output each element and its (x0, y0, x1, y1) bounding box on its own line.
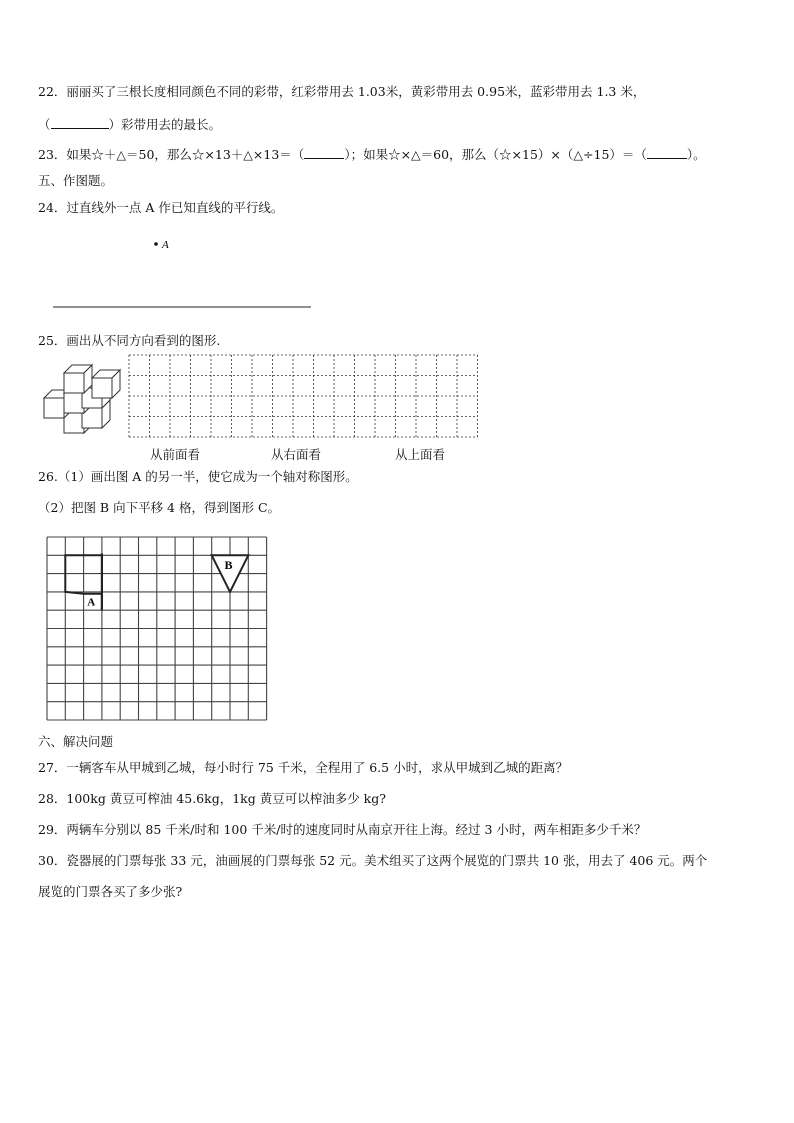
section-5-heading: 五、作图题。 (38, 173, 114, 188)
q22-open-paren: （ (38, 117, 51, 132)
shape-b-label: B (224, 558, 233, 573)
point-a-label: A (162, 239, 169, 251)
q26-part2: （2）把图 B 向下平移 4 格，得到图形 C。 (38, 500, 281, 515)
q24-figure (0, 0, 794, 330)
q30-line2: 展览的门票各买了多少张? (38, 884, 183, 899)
caption-right-view: 从右面看 (271, 447, 322, 462)
q25-dotted-grid (128, 354, 480, 438)
shape-a-label: A (87, 596, 96, 609)
q30-line1: 30．瓷器展的门票每张 33 元，油画展的门票每张 52 元。美术组买了这两个展览的门票共 10 张，用去了 406 元。两个 (38, 853, 708, 868)
q26-part1: 26.（1）画出图 A 的另一半，使它成为一个轴对称图形。 (38, 469, 358, 484)
q28-text: 28．100kg 黄豆可榨油 45.6kg，1kg 黄豆可以榨油多少 kg? (38, 791, 386, 806)
q25-text: 25．画出从不同方向看到的图形. (38, 333, 221, 348)
cube (64, 365, 92, 393)
q23-part1: 23．如果☆＋△＝50，那么☆×13＋△×13＝（ (38, 147, 305, 162)
cube-stack-figure (34, 354, 118, 436)
q23-part3: ）。 (686, 147, 706, 162)
q23-part2: ）；如果☆×△＝60，那么（☆×15）×（△÷15）＝（ (344, 147, 647, 162)
q26-grid (46, 536, 270, 718)
q24-text: 24．过直线外一点 A 作已知直线的平行线。 (38, 200, 284, 215)
caption-front-view: 从前面看 (150, 447, 201, 462)
cube (92, 370, 120, 398)
section-6-heading: 六、解决问题 (38, 734, 114, 749)
q27-text: 27．一辆客车从甲城到乙城，每小时行 75 千米，全程用了 6.5 小时，求从甲城到乙城的距离？ (38, 760, 569, 775)
q29-text: 29．两辆车分别以 85 千米/时和 100 千米/时的速度同时从南京开往上海。经过 3 小时，两车相距多少千米？ (38, 822, 647, 837)
point-a (154, 242, 158, 246)
q22-line1: 22．丽丽买了三根长度相同颜色不同的彩带，红彩带用去 1.03米，黄彩带用去 0.95米，蓝彩带用去 1.3 米， (38, 84, 646, 99)
caption-top-view: 从上面看 (395, 447, 446, 462)
q22-line2-text: ）彩带用去的最长。 (108, 117, 222, 132)
